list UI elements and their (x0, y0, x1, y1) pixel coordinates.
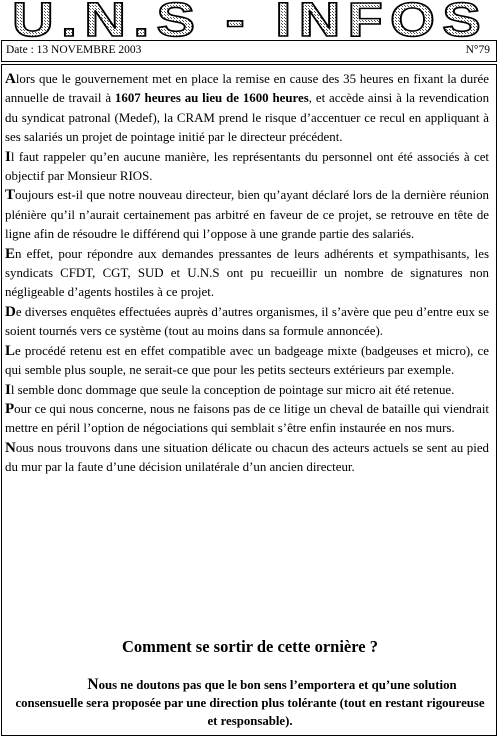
drop-initial: P (5, 400, 15, 417)
drop-initial: D (5, 303, 16, 320)
drop-initial: E (5, 245, 16, 262)
drop-initial: A (5, 71, 16, 87)
paragraph-text: l faut rappeler qu’en aucune manière, les représentants du personnel ont été associés à cet objectif par Monsieur RIOS. (5, 149, 489, 184)
paragraph-text: oujours est-il que notre nouveau directeur, bien qu’ayant déclaré lors de la dernière réunion plénière qu’il n’aurait certainement pas arbitré en faveur de ce projet, se retrouve en tête de ligne afin de résoudre le différend qui l’oppose à une grande partie des salariés. (5, 188, 489, 242)
paragraph-bold-text: 1607 heures au lieu de 1600 heures (114, 91, 309, 106)
paragraph (5, 400, 489, 439)
paragraph-text: lors que le gouvernement met en place la remise en cause des 35 heures en fixant la durée annuelle de travail à (5, 72, 489, 106)
drop-initial: N (87, 676, 99, 693)
issue-date: Date : 13 NOVEMBRE 2003 (6, 44, 142, 56)
paragraph-text: l semble donc dommage que seule la conception de pointage sur micro ait été retenue. (10, 382, 455, 397)
conclusion-text: ous ne doutons pas que le bon sens l’emportera et qu’une solution consensuelle sera proposée par une direction plus tolérante (tout en restant rigoureuse et responsable). (15, 678, 485, 728)
paragraph (5, 186, 489, 244)
drop-initial: N (5, 439, 16, 456)
paragraph-text: our ce qui nous concerne, nous ne faisons pas de ce litige un cheval de bataille qui viendrait mettre en péril l’option de négociations qui semblait s’être enfin instaurée en nos murs. (5, 401, 489, 436)
drop-initial: T (5, 187, 16, 204)
masthead-title: U.N.S - INFOS (12, 0, 488, 40)
paragraph-text: n effet, pour répondre aux demandes pressantes de leurs adhérents et sympathisants, les syndicats CFDT, CGT, SUD et U.N.S ont pu recueillir un nombre de signatures non négligeable d’agents hostiles à ce projet. (5, 246, 489, 300)
paragraph (5, 439, 489, 478)
paragraph (5, 148, 489, 187)
paragraph (5, 381, 489, 400)
info-bar (1, 40, 497, 62)
paragraph (5, 342, 489, 381)
conclusion (14, 676, 486, 730)
paragraph (5, 303, 489, 342)
drop-initial: I (5, 381, 11, 398)
masthead-logo (0, 0, 500, 40)
issue-number: N°79 (465, 44, 490, 56)
paragraph-text: ous nous trouvons dans une situation délicate ou chacun des acteurs actuels se sent au pied du mur par la faute d’une décision unilatérale d’un ancien directeur. (5, 440, 489, 475)
paragraph (5, 245, 489, 303)
paragraph (5, 70, 489, 148)
drop-initial: I (5, 148, 11, 165)
section-heading: Comment se sortir de cette ornière ? (122, 637, 378, 656)
article-body (5, 70, 489, 478)
drop-initial: L (5, 342, 16, 359)
paragraph-text: e procédé retenu est en effet compatible avec un badgeage mixte (badgeuses et micro), ce qui semble plus souple, ne serait-ce que pour les petits secteurs extérieurs par exemple. (5, 343, 489, 378)
paragraph-text: , et accède ainsi à la revendication du syndicat patronal (Medef), la CRAM prend le risque d’accentuer ce recul en appliquant à ses salariés un projet de pointage initié par le directeur précédent. (5, 91, 490, 145)
paragraph-text: e diverses enquêtes effectuées auprès d’autres organismes, il s’avère que peu d’entre eux se soient tournés vers ce système (tout au moins dans sa formule annoncée). (5, 304, 489, 339)
